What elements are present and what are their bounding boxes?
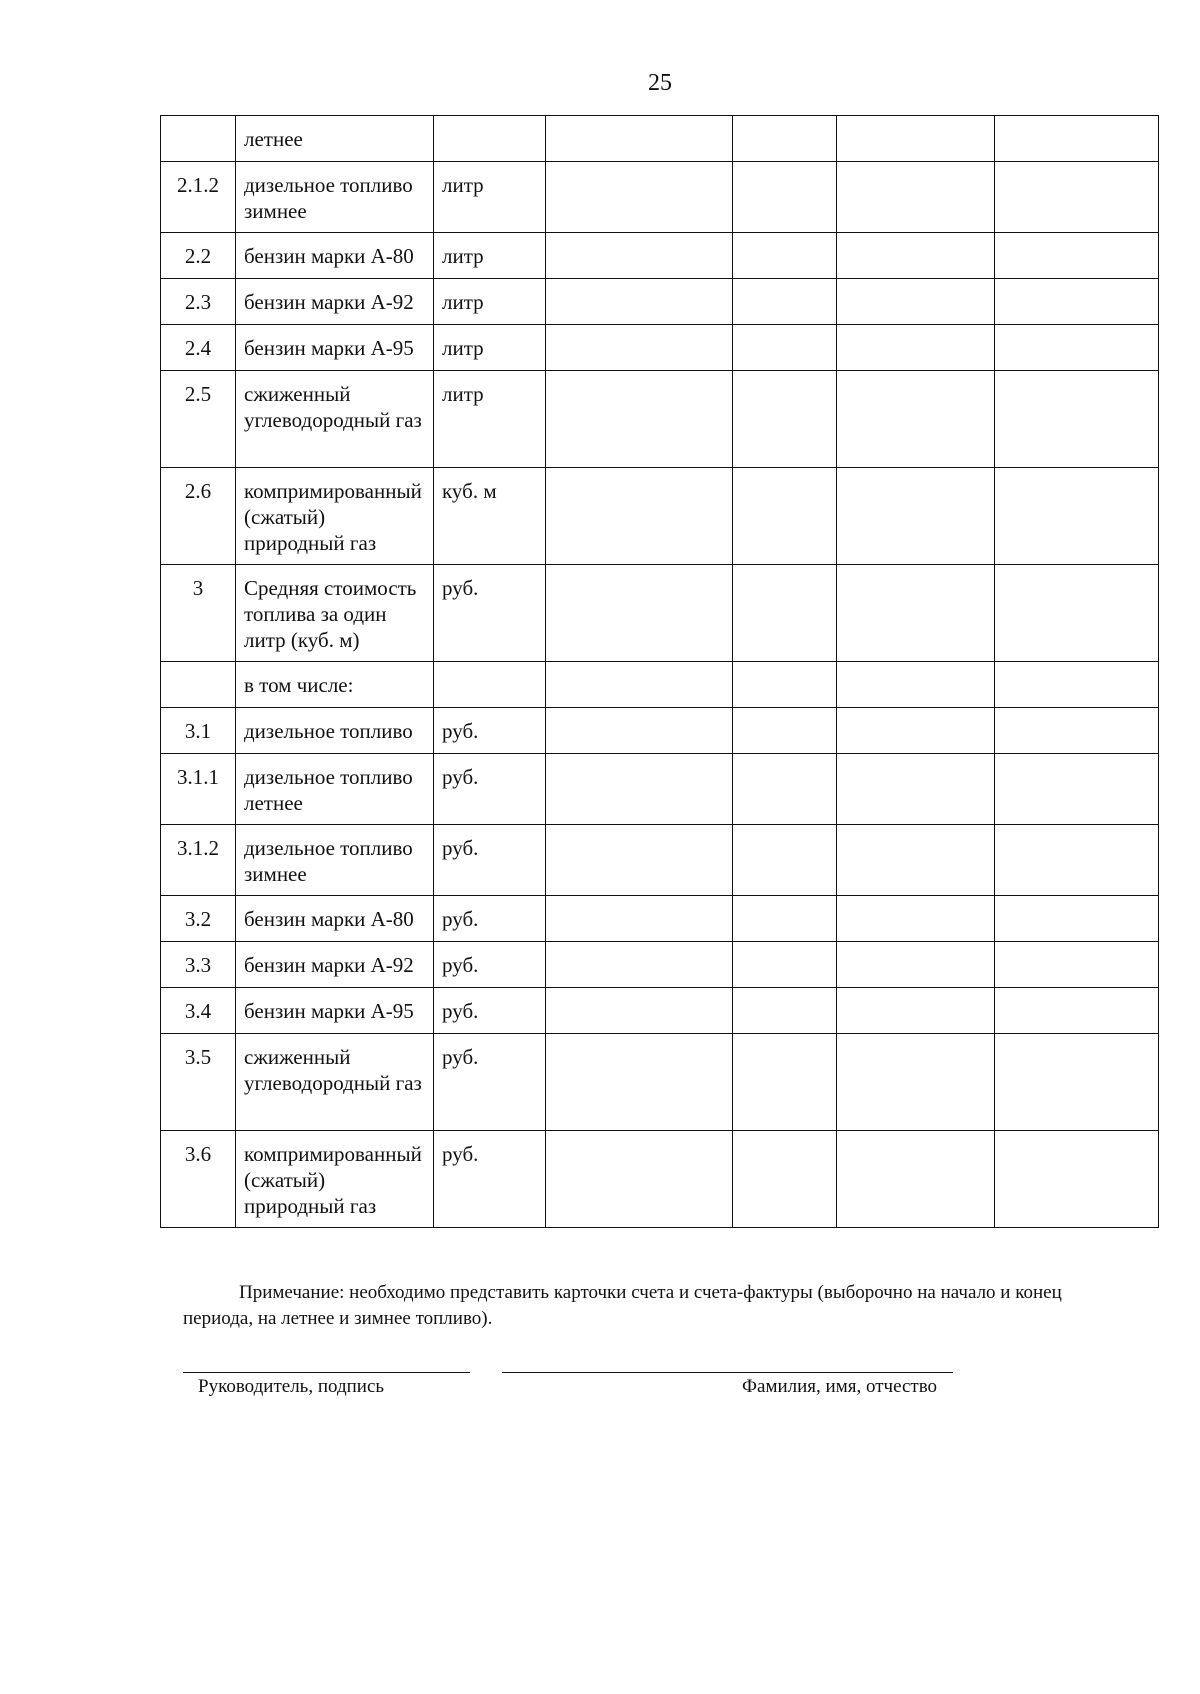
- value-cell: [995, 1034, 1159, 1131]
- value-cell: [546, 1131, 733, 1228]
- value-cell: [837, 662, 995, 708]
- value-cell: [837, 325, 995, 371]
- row-unit-cell: руб.: [434, 1034, 546, 1131]
- row-name-cell: компримированный (сжатый) природный газ: [236, 468, 434, 565]
- row-number-cell: 2.2: [161, 233, 236, 279]
- value-cell: [837, 116, 995, 162]
- row-number-cell: 2.6: [161, 468, 236, 565]
- table-row: [161, 468, 1159, 565]
- table-row: [161, 279, 1159, 325]
- full-name-caption: Фамилия, имя, отчество: [742, 1376, 938, 1397]
- table-row: [161, 754, 1159, 825]
- note-text: Примечание: необходимо представить карточки счета и счета-фактуры (выборочно на начало и конец периода, на летнее и зимнее топливо).: [183, 1282, 1062, 1329]
- value-cell: [733, 1131, 837, 1228]
- value-cell: [546, 325, 733, 371]
- table-row: [161, 1131, 1159, 1228]
- row-unit-cell: [434, 116, 546, 162]
- value-cell: [837, 233, 995, 279]
- row-name-cell: бензин марки А-92: [236, 942, 434, 988]
- value-cell: [995, 565, 1159, 662]
- value-cell: [837, 988, 995, 1034]
- value-cell: [546, 279, 733, 325]
- value-cell: [733, 988, 837, 1034]
- value-cell: [837, 942, 995, 988]
- fuel-report-table: [160, 115, 1159, 1228]
- value-cell: [995, 162, 1159, 233]
- table-row: [161, 662, 1159, 708]
- value-cell: [733, 116, 837, 162]
- value-cell: [546, 233, 733, 279]
- value-cell: [995, 116, 1159, 162]
- value-cell: [733, 162, 837, 233]
- value-cell: [995, 708, 1159, 754]
- value-cell: [733, 708, 837, 754]
- row-number-cell: 3.1: [161, 708, 236, 754]
- row-name-cell: Средняя стоимость топлива за один литр (куб. м): [236, 565, 434, 662]
- row-number-cell: 2.4: [161, 325, 236, 371]
- value-cell: [733, 371, 837, 468]
- row-name-cell: компримированный (сжатый) природный газ: [236, 1131, 434, 1228]
- value-cell: [733, 662, 837, 708]
- row-number-cell: 3.6: [161, 1131, 236, 1228]
- row-unit-cell: руб.: [434, 942, 546, 988]
- row-name-cell: бензин марки А-80: [236, 233, 434, 279]
- row-name-cell: в том числе:: [236, 662, 434, 708]
- table-row: [161, 708, 1159, 754]
- value-cell: [733, 468, 837, 565]
- value-cell: [995, 754, 1159, 825]
- row-unit-cell: руб.: [434, 988, 546, 1034]
- table-row: [161, 162, 1159, 233]
- value-cell: [837, 162, 995, 233]
- table-row: [161, 1034, 1159, 1131]
- value-cell: [546, 825, 733, 896]
- value-cell: [733, 942, 837, 988]
- value-cell: [546, 162, 733, 233]
- row-number-cell: 3.1.1: [161, 754, 236, 825]
- value-cell: [995, 825, 1159, 896]
- value-cell: [733, 233, 837, 279]
- row-number-cell: 3.1.2: [161, 825, 236, 896]
- row-number-cell: 3: [161, 565, 236, 662]
- value-cell: [546, 896, 733, 942]
- value-cell: [546, 942, 733, 988]
- row-name-cell: дизельное топливо зимнее: [236, 162, 434, 233]
- value-cell: [733, 279, 837, 325]
- row-unit-cell: руб.: [434, 565, 546, 662]
- signature-caption: Руководитель, подпись: [198, 1376, 385, 1397]
- row-unit-cell: руб.: [434, 825, 546, 896]
- value-cell: [733, 565, 837, 662]
- value-cell: [546, 662, 733, 708]
- row-unit-cell: литр: [434, 162, 546, 233]
- value-cell: [995, 1131, 1159, 1228]
- value-cell: [733, 1034, 837, 1131]
- row-unit-cell: литр: [434, 371, 546, 468]
- value-cell: [995, 325, 1159, 371]
- row-number-cell: 2.5: [161, 371, 236, 468]
- value-cell: [546, 988, 733, 1034]
- row-name-cell: бензин марки А-95: [236, 325, 434, 371]
- row-name-cell: сжиженный углеводородный газ: [236, 1034, 434, 1131]
- table-row: [161, 565, 1159, 662]
- row-unit-cell: руб.: [434, 1131, 546, 1228]
- row-number-cell: 3.4: [161, 988, 236, 1034]
- page-number: 25: [648, 70, 672, 96]
- value-cell: [995, 942, 1159, 988]
- value-cell: [546, 371, 733, 468]
- row-unit-cell: куб. м: [434, 468, 546, 565]
- full-name-line: [502, 1372, 953, 1373]
- value-cell: [995, 896, 1159, 942]
- value-cell: [546, 468, 733, 565]
- row-unit-cell: литр: [434, 279, 546, 325]
- row-unit-cell: руб.: [434, 708, 546, 754]
- row-number-cell: 2.1.2: [161, 162, 236, 233]
- value-cell: [837, 825, 995, 896]
- row-number-cell: 2.3: [161, 279, 236, 325]
- row-unit-cell: литр: [434, 233, 546, 279]
- value-cell: [733, 325, 837, 371]
- row-name-cell: сжиженный углеводородный газ: [236, 371, 434, 468]
- value-cell: [837, 279, 995, 325]
- value-cell: [733, 754, 837, 825]
- value-cell: [837, 896, 995, 942]
- table-row: [161, 325, 1159, 371]
- table-row: [161, 825, 1159, 896]
- value-cell: [733, 825, 837, 896]
- row-name-cell: дизельное топливо: [236, 708, 434, 754]
- row-unit-cell: руб.: [434, 754, 546, 825]
- value-cell: [837, 371, 995, 468]
- value-cell: [995, 988, 1159, 1034]
- row-name-cell: бензин марки А-92: [236, 279, 434, 325]
- value-cell: [995, 371, 1159, 468]
- value-cell: [733, 896, 837, 942]
- row-name-cell: дизельное топливо летнее: [236, 754, 434, 825]
- value-cell: [546, 1034, 733, 1131]
- row-number-cell: [161, 662, 236, 708]
- signature-line: [183, 1372, 470, 1373]
- value-cell: [837, 468, 995, 565]
- value-cell: [546, 565, 733, 662]
- row-unit-cell: [434, 662, 546, 708]
- row-number-cell: 3.3: [161, 942, 236, 988]
- row-name-cell: дизельное топливо зимнее: [236, 825, 434, 896]
- table-row: [161, 116, 1159, 162]
- row-name-cell: летнее: [236, 116, 434, 162]
- value-cell: [837, 1131, 995, 1228]
- row-name-cell: бензин марки А-80: [236, 896, 434, 942]
- value-cell: [837, 565, 995, 662]
- value-cell: [995, 468, 1159, 565]
- value-cell: [995, 279, 1159, 325]
- value-cell: [837, 1034, 995, 1131]
- row-number-cell: 3.2: [161, 896, 236, 942]
- value-cell: [995, 662, 1159, 708]
- value-cell: [546, 116, 733, 162]
- value-cell: [995, 233, 1159, 279]
- row-number-cell: 3.5: [161, 1034, 236, 1131]
- value-cell: [837, 708, 995, 754]
- row-number-cell: [161, 116, 236, 162]
- row-name-cell: бензин марки А-95: [236, 988, 434, 1034]
- table-row: [161, 942, 1159, 988]
- value-cell: [837, 754, 995, 825]
- table-row: [161, 233, 1159, 279]
- row-unit-cell: литр: [434, 325, 546, 371]
- value-cell: [546, 754, 733, 825]
- table-row: [161, 988, 1159, 1034]
- value-cell: [546, 708, 733, 754]
- table-row: [161, 896, 1159, 942]
- row-unit-cell: руб.: [434, 896, 546, 942]
- table-row: [161, 371, 1159, 468]
